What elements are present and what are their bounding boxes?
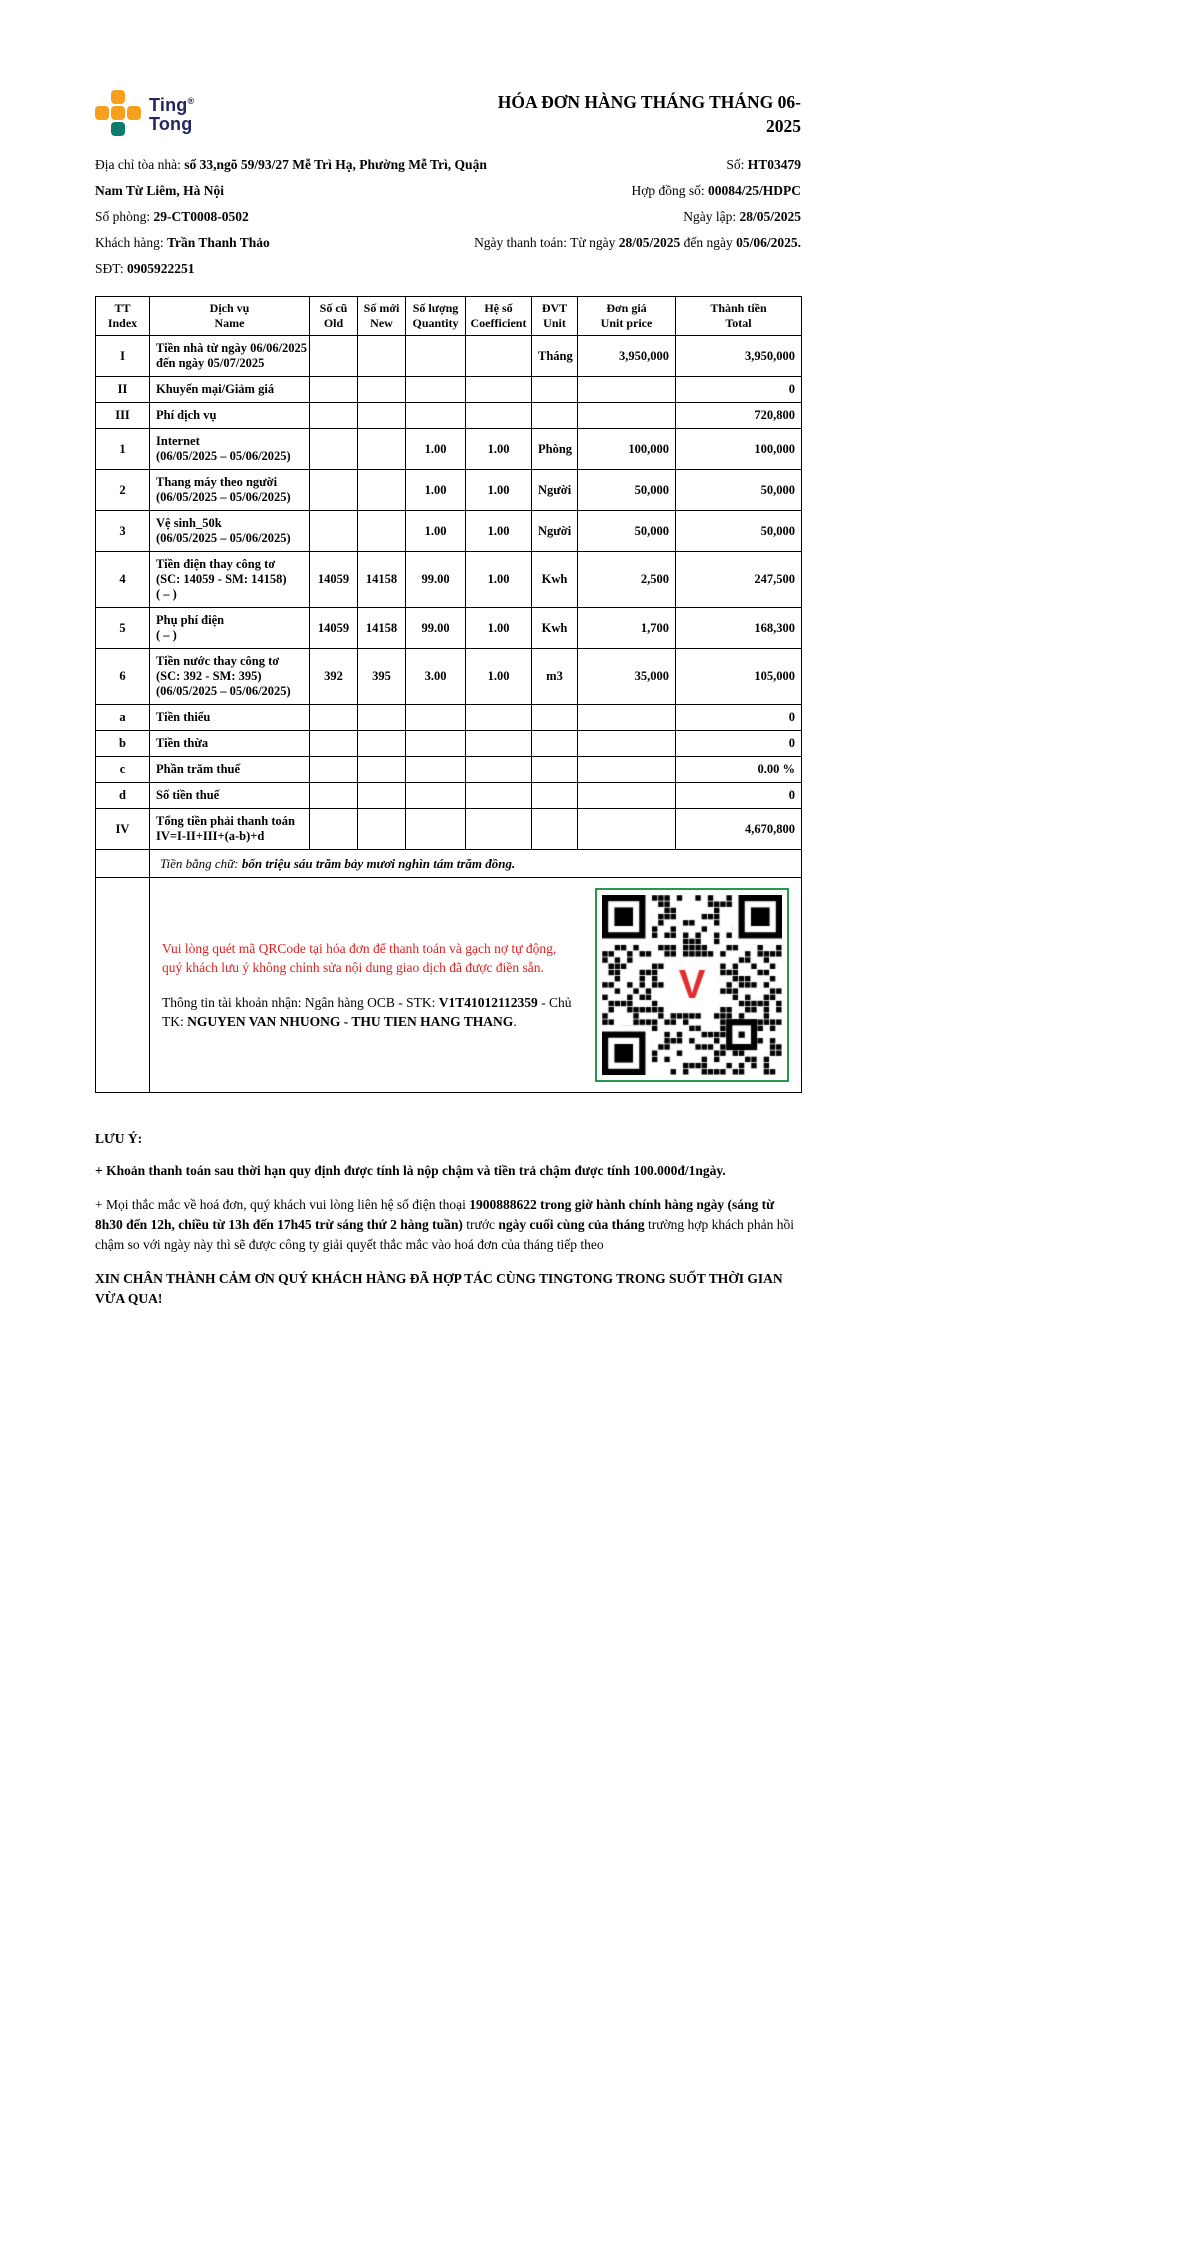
logo-piece-center-icon [111, 106, 125, 120]
cell-old [310, 511, 358, 552]
cell-unit: Tháng [532, 336, 578, 377]
cell-old [310, 705, 358, 731]
text-part: Số phòng: [95, 209, 154, 224]
cell-old [310, 429, 358, 470]
cell-unit [532, 403, 578, 429]
cell-unit-price: 1,700 [578, 608, 676, 649]
cell-old [310, 403, 358, 429]
cell-index: IV [96, 809, 150, 850]
cell-unit: Người [532, 511, 578, 552]
cell-coefficient [466, 377, 532, 403]
text-part: HT03479 [747, 157, 801, 172]
invoice-table-footer [96, 850, 802, 1093]
cell-unit-price [578, 705, 676, 731]
logo-piece-top-icon [111, 90, 125, 104]
text-part: 00084/25/HDPC [708, 183, 801, 198]
cell-quantity [406, 783, 466, 809]
text-part: + Mọi thắc mắc về hoá đơn, quý khách vui lòng liên hệ số điện thoại [95, 1197, 470, 1212]
cell-quantity [406, 377, 466, 403]
notes-heading: LƯU Ý: [95, 1131, 143, 1146]
table-header-cell: Hệ số Coefficient [466, 297, 532, 336]
tingtong-logo-icon [95, 90, 141, 136]
cell-quantity [406, 757, 466, 783]
cell-service: Phần trăm thuế [150, 757, 310, 783]
cell-service: Vệ sinh_50k (06/05/2025 – 05/06/2025) [150, 511, 310, 552]
cell-old: 392 [310, 649, 358, 705]
cell-unit-price [578, 809, 676, 850]
table-row [96, 552, 802, 608]
cell-unit-price [578, 783, 676, 809]
text-part: SĐT: [95, 261, 127, 276]
table-row [96, 649, 802, 705]
cell-service: Thang máy theo người (06/05/2025 – 05/06/2025) [150, 470, 310, 511]
cell-coefficient: 1.00 [466, 649, 532, 705]
cell-quantity [406, 403, 466, 429]
cell-quantity: 99.00 [406, 608, 466, 649]
cell-index: I [96, 336, 150, 377]
text-part: trường hợp khách phản hồi chậm so với ngày này thì sẽ được công ty giải quyết thắc mắc vào hoá đơn của tháng tiếp theo [95, 1217, 795, 1252]
cell-coefficient: 1.00 [466, 552, 532, 608]
cell-coefficient: 1.00 [466, 470, 532, 511]
cell-unit-price: 3,950,000 [578, 336, 676, 377]
info-line-right [474, 152, 801, 178]
text-part: + Khoản thanh toán sau thời hạn quy định được tính là nộp chậm và tiền trả chậm được tính 100.000đ/1ngày. [95, 1163, 726, 1178]
text-part: Ngày thanh toán: Từ ngày [474, 235, 619, 250]
cell-total: 50,000 [676, 470, 802, 511]
cell-total: 247,500 [676, 552, 802, 608]
cell-old [310, 731, 358, 757]
cell-old [310, 470, 358, 511]
cell-unit [532, 757, 578, 783]
cell-unit-price [578, 757, 676, 783]
cell-unit-price: 50,000 [578, 511, 676, 552]
info-line-right [474, 178, 801, 204]
text-part: Địa chỉ tòa nhà: [95, 157, 185, 172]
notes-section [95, 1131, 801, 1309]
cell-unit [532, 783, 578, 809]
invoice-page [95, 90, 801, 1309]
cell-unit: Người [532, 470, 578, 511]
cell-service: Tiền nước thay công tơ (SC: 392 - SM: 395) (06/05/2025 – 05/06/2025) [150, 649, 310, 705]
cell-unit: m3 [532, 649, 578, 705]
cell-total: 105,000 [676, 649, 802, 705]
cell-unit-price: 35,000 [578, 649, 676, 705]
cell-unit-price: 2,500 [578, 552, 676, 608]
payment-instructions [162, 939, 572, 1031]
cell-unit: Kwh [532, 608, 578, 649]
cell-service: Khuyến mại/Giảm giá [150, 377, 310, 403]
cell-index: 2 [96, 470, 150, 511]
table-header-cell: ĐVT Unit [532, 297, 578, 336]
cell-service: Tổng tiền phải thanh toán IV=I-II+III+(a-b)+d [150, 809, 310, 850]
cell-total: 0 [676, 731, 802, 757]
amount-in-words [150, 850, 802, 878]
logo-piece-left-icon [95, 106, 109, 120]
cell-total: 0 [676, 705, 802, 731]
text-part: Số: [726, 157, 748, 172]
logo-word-ting: Ting [149, 95, 188, 115]
amount-in-words-row [96, 850, 802, 878]
table-row [96, 336, 802, 377]
cell-old [310, 336, 358, 377]
table-row [96, 705, 802, 731]
invoice-header [95, 90, 801, 138]
text-part: số 33,ngõ 59/93/27 Mễ Trì Hạ, Phường Mễ Trì, Quận Nam Từ Liêm, Hà Nội [95, 157, 487, 198]
text-part: 28/05/2025 [739, 209, 801, 224]
text-part: 0905922251 [126, 261, 195, 276]
text-part: 05/06/2025. [736, 235, 801, 250]
cell-total: 100,000 [676, 429, 802, 470]
cell-new [358, 470, 406, 511]
cell-new [358, 783, 406, 809]
cell-service: Tiền thừa [150, 731, 310, 757]
cell-new: 14158 [358, 608, 406, 649]
cell-new [358, 377, 406, 403]
cell-old: 14059 [310, 608, 358, 649]
cell-index: a [96, 705, 150, 731]
table-row [96, 731, 802, 757]
cell-new [358, 757, 406, 783]
cell-index: 4 [96, 552, 150, 608]
info-line-right [474, 230, 801, 256]
invoice-table-head [96, 297, 802, 336]
cell-new: 14158 [358, 552, 406, 608]
cell-total: 0 [676, 377, 802, 403]
qr-instruction-text: Vui lòng quét mã QRCode tại hóa đơn để thanh toán và gạch nợ tự động, quý khách lưu ý không chỉnh sửa nội dung giao dịch đã được điền sẵn. [162, 941, 557, 975]
cell-coefficient: 1.00 [466, 511, 532, 552]
text-part: trước [462, 1217, 499, 1232]
cell-quantity [406, 731, 466, 757]
cell-coefficient [466, 705, 532, 731]
cell-new: 395 [358, 649, 406, 705]
invoice-title-line1: HÓA ĐƠN HÀNG THÁNG THÁNG 06- [497, 92, 801, 112]
cell-quantity: 3.00 [406, 649, 466, 705]
cell-service: Tiền điện thay công tơ (SC: 14059 - SM: 14158) ( – ) [150, 552, 310, 608]
amount-in-words-index-cell [96, 850, 150, 878]
text-part: . [513, 1014, 517, 1029]
table-header-row [96, 297, 802, 336]
cell-service: Số tiền thuế [150, 783, 310, 809]
invoice-title-line2: 2025 [766, 116, 801, 136]
cell-quantity [406, 809, 466, 850]
note-thanks: XIN CHÂN THÀNH CẢM ƠN QUÝ KHÁCH HÀNG ĐÃ HỢP TÁC CÙNG TINGTONG TRONG SUỐT THỜI GIAN VỪA QUA! [95, 1271, 783, 1306]
table-row [96, 511, 802, 552]
text-part: Trần Thanh Thảo [166, 235, 270, 250]
text-part: Hợp đồng số: [631, 183, 708, 198]
table-header-cell: Thành tiền Total [676, 297, 802, 336]
cell-index: d [96, 783, 150, 809]
cell-service: Internet (06/05/2025 – 05/06/2025) [150, 429, 310, 470]
table-header-cell: Số mới New [358, 297, 406, 336]
table-row [96, 429, 802, 470]
table-row [96, 470, 802, 511]
table-header-cell: TT Index [96, 297, 150, 336]
cell-old [310, 757, 358, 783]
qr-code-canvas [602, 895, 782, 1075]
cell-service: Tiền nhà từ ngày 06/06/2025 đến ngày 05/07/2025 [150, 336, 310, 377]
cell-unit [532, 731, 578, 757]
cell-unit [532, 377, 578, 403]
tingtong-logo [95, 90, 194, 136]
cell-new [358, 403, 406, 429]
cell-index: c [96, 757, 150, 783]
table-row [96, 809, 802, 850]
text-part: bốn triệu sáu trăm bảy mươi nghìn tám trăm đồng. [241, 856, 516, 871]
logo-word-tong: Tong [149, 114, 193, 134]
note-late-payment [95, 1161, 801, 1181]
qr-row-content-cell [150, 878, 802, 1093]
bank-account-info [162, 993, 572, 1031]
cell-coefficient [466, 757, 532, 783]
cell-total: 168,300 [676, 608, 802, 649]
text-part: 28/05/2025 [618, 235, 681, 250]
text-part: đến ngày [680, 235, 737, 250]
cell-quantity [406, 336, 466, 377]
cell-coefficient [466, 336, 532, 377]
cell-quantity: 1.00 [406, 429, 466, 470]
info-line-left [95, 204, 497, 230]
cell-coefficient [466, 731, 532, 757]
text-part: V1T41012112359 [438, 995, 538, 1010]
cell-coefficient: 1.00 [466, 608, 532, 649]
text-part: ngày cuối cùng của tháng [498, 1217, 645, 1232]
logo-piece-right-icon [127, 106, 141, 120]
text-part: 29-CT0008-0502 [153, 209, 249, 224]
cell-coefficient [466, 809, 532, 850]
info-left-column [95, 152, 497, 282]
cell-total: 0.00 % [676, 757, 802, 783]
qr-row [96, 878, 802, 1093]
table-header-cell: Số lượng Quantity [406, 297, 466, 336]
cell-unit [532, 809, 578, 850]
registered-mark: ® [187, 96, 195, 106]
table-row [96, 783, 802, 809]
text-part: Khách hàng: [95, 235, 167, 250]
text-part: - Chủ TK: [162, 995, 572, 1029]
cell-total: 3,950,000 [676, 336, 802, 377]
text-part: 1900888622 trong giờ hành chính hàng ngày (sáng từ 8h30 đến 12h, chiều từ 13h đến 17h45 trừ sáng thứ 2 hàng tuần) [95, 1197, 775, 1232]
qr-code [595, 888, 789, 1082]
cell-coefficient [466, 783, 532, 809]
invoice-info [95, 152, 801, 284]
cell-unit-price: 50,000 [578, 470, 676, 511]
text-part: Thông tin tài khoản nhận: Ngân hàng OCB - STK: [162, 995, 439, 1010]
cell-unit-price [578, 731, 676, 757]
table-header-cell: Đơn giá Unit price [578, 297, 676, 336]
cell-new [358, 336, 406, 377]
text-part: NGUYEN VAN NHUONG - THU TIEN HANG THANG [187, 1014, 514, 1029]
cell-index: 5 [96, 608, 150, 649]
info-right-column [474, 152, 801, 256]
table-header-cell: Dịch vụ Name [150, 297, 310, 336]
cell-old [310, 783, 358, 809]
cell-new [358, 705, 406, 731]
table-header-cell: Số cũ Old [310, 297, 358, 336]
table-row [96, 608, 802, 649]
cell-quantity: 1.00 [406, 511, 466, 552]
cell-coefficient [466, 403, 532, 429]
cell-index: 1 [96, 429, 150, 470]
cell-new [358, 429, 406, 470]
invoice-title [471, 90, 801, 138]
cell-service: Phụ phí điện ( – ) [150, 608, 310, 649]
table-row [96, 403, 802, 429]
cell-new [358, 511, 406, 552]
cell-index: 3 [96, 511, 150, 552]
cell-service: Tiền thiếu [150, 705, 310, 731]
cell-index: II [96, 377, 150, 403]
note-contact [95, 1195, 801, 1255]
cell-quantity [406, 705, 466, 731]
logo-piece-bottom-icon [111, 122, 125, 136]
cell-total: 0 [676, 783, 802, 809]
info-line-left [95, 230, 497, 256]
text-part: Tiền bằng chữ: [160, 856, 242, 871]
cell-old: 14059 [310, 552, 358, 608]
cell-total: 50,000 [676, 511, 802, 552]
cell-old [310, 809, 358, 850]
table-row [96, 757, 802, 783]
cell-new [358, 731, 406, 757]
cell-index: b [96, 731, 150, 757]
cell-unit-price: 100,000 [578, 429, 676, 470]
qr-row-index-cell [96, 878, 150, 1093]
invoice-table [95, 296, 802, 1093]
info-line-left [95, 256, 497, 282]
cell-quantity: 1.00 [406, 470, 466, 511]
cell-unit-price [578, 403, 676, 429]
cell-unit-price [578, 377, 676, 403]
cell-unit: Phòng [532, 429, 578, 470]
info-line-left [95, 152, 497, 204]
cell-service: Phí dịch vụ [150, 403, 310, 429]
cell-quantity: 99.00 [406, 552, 466, 608]
text-part: Ngày lập: [683, 209, 740, 224]
cell-old [310, 377, 358, 403]
cell-unit [532, 705, 578, 731]
cell-coefficient: 1.00 [466, 429, 532, 470]
invoice-table-body [96, 336, 802, 850]
cell-total: 720,800 [676, 403, 802, 429]
tingtong-wordmark [149, 92, 194, 134]
table-row [96, 377, 802, 403]
cell-index: III [96, 403, 150, 429]
cell-total: 4,670,800 [676, 809, 802, 850]
info-line-right [474, 204, 801, 230]
cell-index: 6 [96, 649, 150, 705]
cell-unit: Kwh [532, 552, 578, 608]
cell-new [358, 809, 406, 850]
